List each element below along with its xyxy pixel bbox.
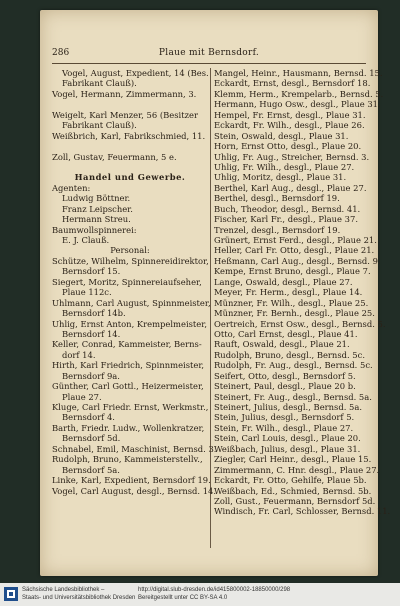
- entry-line: Stein, Oswald, desgl., Plaue 31.: [214, 130, 349, 141]
- entry-line: Oertreich, Ernst Osw., desgl., Bernsd. 5.: [214, 318, 386, 329]
- entry-line: Fischer, Karl Fr., desgl., Plaue 37.: [214, 214, 358, 225]
- entry-line: Siegert, Moritz, Spinnereiaufseher,: [52, 276, 202, 287]
- entry-line: Heller, Carl Fr. Otto, desgl., Plaue 21.: [214, 245, 375, 256]
- entry-line: Rudolph, Fr. Aug., desgl., Bernsd. 5c.: [214, 360, 373, 371]
- right-column: [214, 68, 391, 517]
- entry-line: Weißbach, Julius, desgl., Plaue 31.: [214, 443, 361, 454]
- entry-line: Ziegler, Carl Heinr., desgl., Plaue 15.: [214, 454, 372, 465]
- entry-line: Rauft, Oswald, desgl., Plaue 21.: [214, 339, 350, 350]
- entry-line: E. J. Clauß.: [62, 235, 110, 245]
- entry-line: Grünert, Ernst Ferd., desgl., Plaue 21.: [214, 235, 377, 245]
- header-rule: [52, 63, 366, 64]
- entry-line: Bernsdorf 15.: [62, 266, 121, 277]
- entry-line: Kempe, Ernst Bruno, desgl., Plaue 7.: [214, 266, 371, 277]
- entry-line: Stein, Julius, desgl., Bernsdorf 5.: [214, 412, 355, 423]
- entry-line: Bernsdorf 5d.: [62, 433, 121, 444]
- entry-line: Uhlmann, Carl August, Spinnmeister,: [52, 297, 211, 308]
- entry-line: Eckardt, Fr. Wilh., desgl., Plaue 26.: [214, 120, 365, 131]
- entry-line: Otto, Carl Ernst, desgl., Plaue 41.: [214, 328, 358, 339]
- entry-line: Heßmann, Carl Aug., desgl., Bernsd. 9.: [214, 255, 381, 266]
- entry-line: Vogel, Hermann, Zimmermann, 3.: [52, 88, 197, 99]
- entry-line: Bernsdorf 14b.: [62, 308, 126, 319]
- entry-line: dorf 14.: [62, 349, 96, 360]
- entry-line: Stein, Carl Louis, desgl., Plaue 20.: [214, 433, 361, 444]
- source-link[interactable]: http://digital.slub-dresden.de/id415800002-18850000/298: [138, 587, 291, 593]
- entry-line: Bernsdorf 4.: [62, 412, 115, 423]
- entry-line: Schütze, Wilhelm, Spinnereidirektor,: [52, 255, 209, 266]
- entry-line: Vogel, Carl August, desgl., Bernsd. 14.: [52, 485, 217, 496]
- entry-line: Eckardt, Ernst, desgl., Bernsdorf 18.: [214, 78, 371, 89]
- entry-line: Fabrikant Clauß).: [62, 78, 137, 89]
- entry-line: Franz Leipscher.: [62, 203, 133, 214]
- entry-line: Bernsdorf 14.: [62, 328, 121, 339]
- entry-line: Hempel, Fr. Ernst, desgl., Plaue 31.: [214, 109, 366, 120]
- entry-line: Günther, Carl Gottl., Heizermeister,: [52, 381, 204, 392]
- entry-line: Weißbrich, Karl, Fabrikschmied, 11.: [52, 130, 206, 141]
- entry-line: Lange, Oswald, desgl., Plaue 27.: [214, 276, 353, 287]
- entry-line: Klemm, Herm., Krempelarb., Bernsd. 5.: [214, 88, 384, 99]
- entry-line: Stein, Fr. Wilh., desgl., Plaue 27.: [214, 422, 354, 433]
- entry-line: Linke, Karl, Expedient, Bernsdorf 19.: [52, 475, 211, 486]
- entry-line: Agenten:: [52, 182, 91, 193]
- entry-line: Barth, Friedr. Ludw., Wollenkratzer,: [52, 422, 205, 433]
- section-heading: Handel und Gewerbe.: [74, 172, 186, 183]
- page-header: [52, 46, 366, 60]
- entry-line: [52, 162, 208, 172]
- entry-line: Kluge, Carl Friedr. Ernst, Werkmstr.,: [52, 402, 209, 412]
- entry-line: Steinert, Julius, desgl., Bernsd. 5a.: [214, 402, 363, 412]
- institution-line: Sächsische Landesbibliothek –: [22, 587, 105, 593]
- entry-line: Baumwollspinnerei:: [52, 224, 137, 235]
- document-page: [40, 10, 391, 576]
- entry-line: Rudolph, Bruno, desgl., Bernsd. 5c.: [214, 349, 365, 360]
- entry-line: Windisch, Fr. Carl, Schlosser, Bernsd. 11.: [214, 506, 391, 517]
- entry-line: Steinert, Paul, desgl., Plaue 20 b.: [214, 381, 356, 392]
- entry-line: Steinert, Fr. Aug., desgl., Bernsd. 5a.: [214, 391, 372, 402]
- entry-line: Fabrikant Clauß).: [62, 120, 137, 131]
- entry-line: Uhlig, Ernst Anton, Krempelmeister,: [52, 318, 207, 329]
- entry-line: Rudolph, Bruno, Kammeisterstellv.,: [52, 454, 203, 465]
- entry-line: Uhlig, Fr. Aug., Streicher, Bernsd. 3.: [214, 151, 370, 162]
- footer-bar: [0, 583, 400, 606]
- entry-line: Buch, Theodor, desgl., Bernsd. 41.: [214, 203, 361, 214]
- page-number: 286: [52, 48, 70, 58]
- institution-text: [22, 587, 135, 602]
- entry-line: Plaue 27.: [62, 391, 102, 402]
- entry-line: Zoll, Gustav, Feuermann, 5 e.: [52, 151, 177, 162]
- entry-line: [52, 141, 208, 151]
- entry-line: Ludwig Böttner.: [62, 193, 131, 204]
- entry-line: [52, 99, 208, 109]
- entry-line: Mangel, Heinr., Hausmann, Bernsd. 15.: [214, 68, 383, 78]
- entry-line: Uhlig, Fr. Wilh., desgl., Plaue 27.: [214, 161, 355, 172]
- entry-line: Münzner, Fr. Wilh., desgl., Plaue 25.: [214, 297, 369, 308]
- entry-line: Meyer, Fr. Herm., desgl., Plaue 14.: [214, 287, 363, 298]
- entry-line: Zimmermann, C. Hnr. desgl., Plaue 27.: [214, 464, 380, 475]
- institution-line: Staats- und Universitätsbibliothek Dresden: [22, 594, 136, 601]
- entry-line: Uhlig, Moritz, desgl., Plaue 31.: [214, 172, 347, 183]
- entry-line: Vogel, August, Expedient, 14 (Bes.: [62, 68, 209, 78]
- entry-line: Trenzel, desgl., Bernsdorf 19.: [214, 224, 341, 235]
- entry-line: Weigelt, Karl Menzer, 56 (Besitzer: [52, 109, 198, 120]
- license-line: Bereitgestellt unter CC BY-SA 4.0: [138, 594, 228, 601]
- entry-line: Hermann Streu.: [62, 214, 131, 225]
- entry-line: Bernsdorf 9a.: [62, 370, 120, 381]
- entry-line: Personal:: [110, 245, 150, 256]
- entry-line: Berthel, Karl Aug., desgl., Plaue 27.: [214, 182, 367, 193]
- entry-line: Berthel, desgl., Bernsdorf 19.: [214, 193, 340, 204]
- entry-line: Bernsdorf 5a.: [62, 464, 120, 475]
- entry-line: Seifert, Otto, desgl., Bernsdorf 5.: [214, 370, 356, 381]
- left-column: [52, 68, 217, 496]
- entry-line: Plaue 112c.: [62, 287, 112, 298]
- entry-line: Münzner, Fr. Bernh., desgl., Plaue 25.: [214, 308, 375, 319]
- entry-line: Zoll, Gust., Feuermann, Bernsdorf 5d.: [214, 495, 376, 506]
- entry-line: Hermann, Hugo Osw., desgl., Plaue 31.: [214, 99, 381, 110]
- entry-line: Horn, Ernst Otto, desgl., Plaue 20.: [214, 141, 362, 152]
- entry-line: Weißbach, Ed., Schmied, Bernsd. 5b.: [214, 485, 372, 496]
- entry-line: Keller, Conrad, Kammeister, Berns-: [52, 339, 202, 350]
- entry-line: Hirth, Karl Friedrich, Spinnmeister,: [52, 360, 205, 371]
- license-text[interactable]: [138, 587, 290, 602]
- entry-line: Schnabel, Emil, Maschinist, Bernsd. 3.: [52, 443, 217, 454]
- entry-line: Eckardt, Fr. Otto, Gehilfe, Plaue 5b.: [214, 475, 367, 486]
- library-logo-icon: [4, 587, 18, 601]
- page-title: Plaue mit Bernsdorf.: [158, 48, 260, 58]
